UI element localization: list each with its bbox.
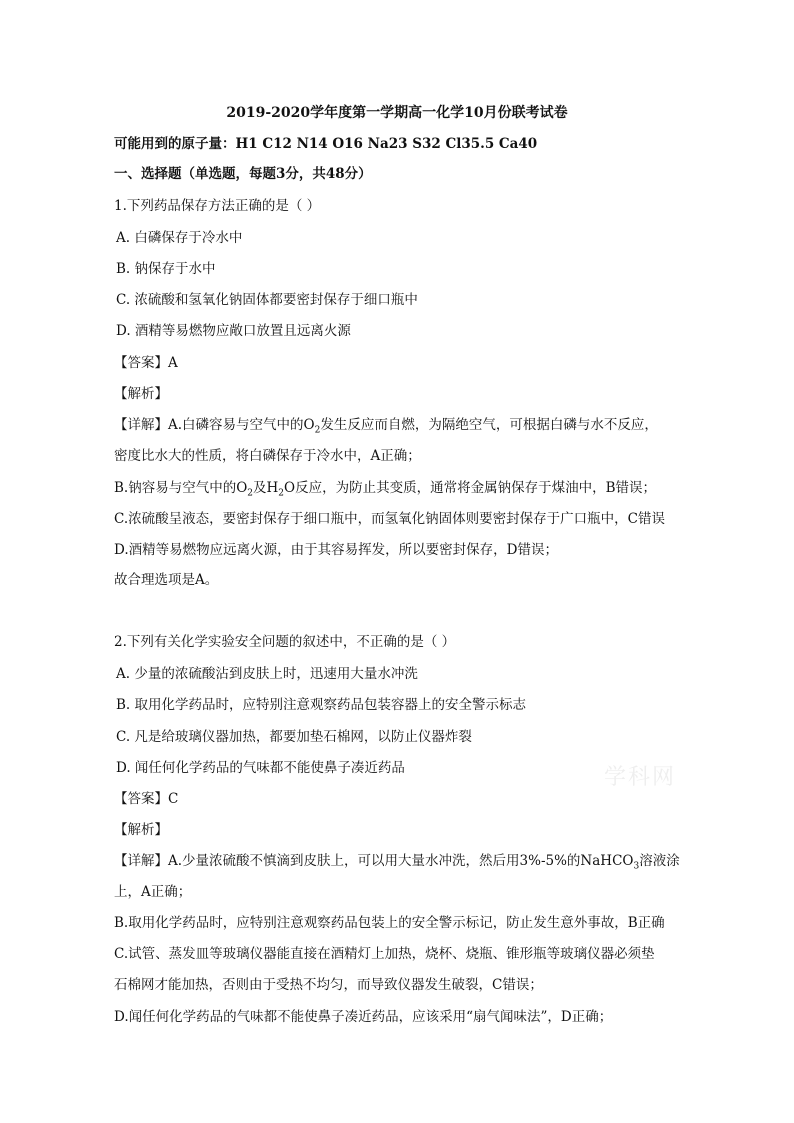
q1-conclusion: 故合理选项是A。 bbox=[114, 572, 219, 588]
q1-detail-a-line1: 【详解】A.白磷容易与空气中的$O_2$发生反应而自燃，为隔绝空气，可根据白磷与水不反应， bbox=[114, 417, 658, 436]
q2-detail-c-line2: 石棉网才能加热，否则由于受热不均匀，而导致仪器发生破裂，C错误； bbox=[114, 977, 543, 993]
exam-title: 2019-2020学年度第一学期高一化学10月份联考试卷 bbox=[226, 105, 568, 121]
watermark-text: 学科网 bbox=[604, 765, 677, 790]
q1-detail-b: B.钠容易与空气中的$O_2$及$H_2O$反应，为防止其变质，通常将金属钠保存于煤油中，B错误； bbox=[114, 480, 657, 499]
q1-detail-c: C.浓硫酸呈液态，要密封保存于细口瓶中，而氢氧化钠固体则要密封保存于广口瓶中，C错误 bbox=[114, 511, 665, 527]
q2-detail-a-line2: 上，A正确； bbox=[114, 884, 192, 900]
atomic-masses: 可能用到的原子量：H1 C12 N14 O16 Na23 S32 Cl35.5 Ca40 bbox=[114, 136, 538, 152]
q2-detail-b: B.取用化学药品时，应特别注意观察药品包装上的安全警示标记，防止发生意外事故，B正确 bbox=[114, 915, 665, 931]
q1-stem: 1.下列药品保存方法正确的是（ ） bbox=[114, 198, 321, 214]
q1-detail-a-line2: 密度比水大的性质，将白磷保存于冷水中，A正确； bbox=[114, 448, 421, 464]
q1-option-d: D. 酒精等易燃物应敞口放置且远离火源 bbox=[116, 323, 351, 339]
q2-analysis-label: 【解析】 bbox=[114, 822, 168, 838]
q2-detail-c-line1: C.试管、蒸发皿等玻璃仪器能直接在酒精灯上加热，烧杯、烧瓶、锥形瓶等玻璃仪器必须垫 bbox=[114, 946, 655, 962]
q1-option-c: C. 浓硫酸和氢氧化钠固体都要密封保存于细口瓶中 bbox=[116, 292, 418, 308]
q2-stem: 2.下列有关化学实验安全问题的叙述中，不正确的是（ ） bbox=[114, 634, 456, 650]
q2-detail-d: D.闻任何化学药品的气味都不能使鼻子凑近药品，应该采用“扇气闻味法”，D正确； bbox=[114, 1009, 613, 1025]
q2-option-d: D. 闻任何化学药品的气味都不能使鼻子凑近药品 bbox=[116, 760, 405, 776]
section-heading: 一、选择题（单选题，每题3分，共48分） bbox=[114, 166, 372, 182]
q1-detail-d: D.酒精等易燃物应远离火源，由于其容易挥发，所以要密封保存，D错误； bbox=[114, 542, 558, 558]
q2-option-b: B. 取用化学药品时，应特别注意观察药品包装容器上的安全警示标志 bbox=[116, 697, 527, 713]
q1-option-b: B. 钠保存于水中 bbox=[116, 261, 216, 277]
q2-detail-a-line1: 【详解】A.少量浓硫酸不慎滴到皮肤上，可以用大量水冲洗，然后用3%-5%的NaHCO$_3$溶液涂 bbox=[114, 853, 680, 872]
q2-answer: 【答案】C bbox=[114, 791, 179, 807]
q2-option-a: A. 少量的浓硫酸沾到皮肤上时，迅速用大量水冲洗 bbox=[116, 666, 418, 682]
q1-answer: 【答案】A bbox=[114, 355, 178, 371]
q1-option-a: A. 白磷保存于冷水中 bbox=[116, 230, 243, 246]
q1-analysis-label: 【解析】 bbox=[114, 386, 168, 402]
q2-option-c: C. 凡是给玻璃仪器加热，都要加垫石棉网，以防止仪器炸裂 bbox=[116, 729, 472, 745]
